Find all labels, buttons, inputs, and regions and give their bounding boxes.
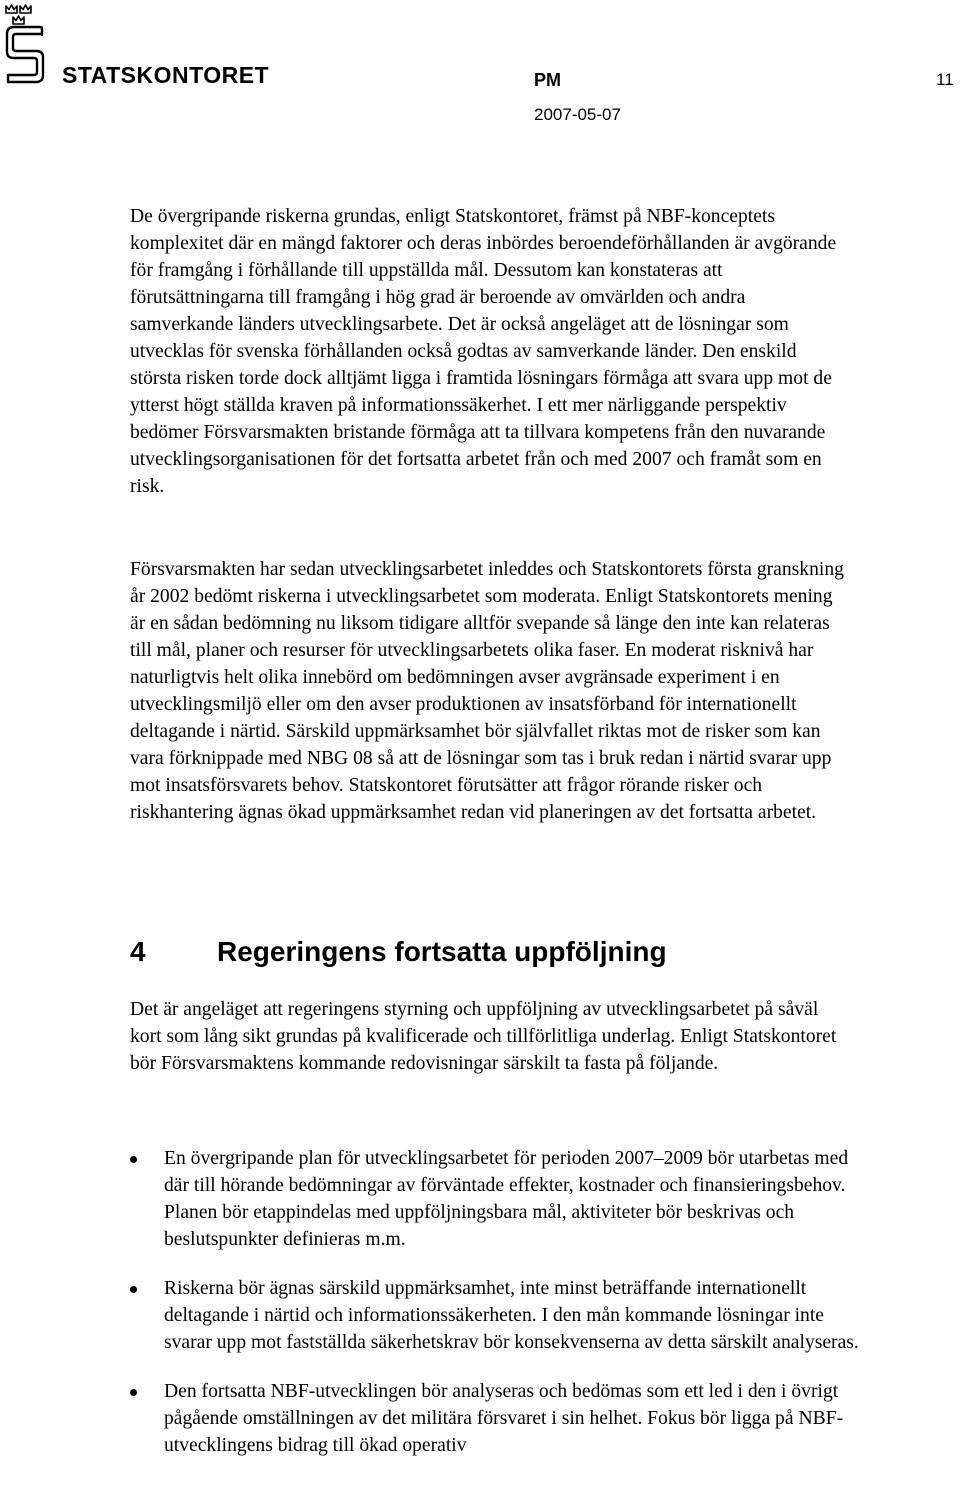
recommendation-list <box>130 1145 860 1481</box>
paragraph-risk-assessment: De övergripande riskerna grundas, enligt Statskontoret, främst på NBF-konceptets komplexitet där en mängd faktorer och deras inbördes beroendeförhållanden är avgörande för framgång i förhållande till uppställda mål. Dessutom kan konstateras att förutsättningarna till framgång i hög grad är beroende av omvärlden och andra samverkande länders utvecklingsarbete. Det är också angeläget att de lösningar som utvecklas för svenska förhållanden också godtas av samverkande länder. Den enskild största risken torde dock alltjämt ligga i framtida lösningars förmåga att svara upp mot de ytterst högt ställda kraven på informationssäkerhet. I ett mer närliggande perspektiv bedömer Försvarsmakten bristande förmåga att ta tillvara kompetens från den nuvarande utvecklingsorganisationen för det fortsatta arbetet från och med 2007 och framåt som en risk. <box>130 206 837 497</box>
section-title: Regeringens fortsatta uppföljning <box>217 936 667 967</box>
list-item <box>130 1275 860 1356</box>
document-type: PM <box>534 70 561 90</box>
bullet-icon <box>130 1286 137 1293</box>
list-item-text: Riskerna bör ägnas särskild uppmärksamhet, inte minst beträffande internationellt deltagande i närtid och informationssäkerheten. I den mån kommande lösningar inte svarar upp mot fastställda säkerhetskrav bör konsekvenserna av detta särskilt analyseras. <box>164 1278 859 1353</box>
page-number: 11 <box>936 70 954 89</box>
paragraph-government-followup: Det är angeläget att regeringens styrning och uppföljning av utvecklingsarbetet på såväl kort som lång sikt grundas på kvalificerade och tillförlitliga underlag. Enligt Statskontoret bör Försvarsmaktens kommande redovisningar särskilt ta fasta på följande. <box>130 999 837 1074</box>
bullet-icon <box>130 1389 137 1396</box>
list-item <box>130 1378 860 1459</box>
list-item <box>130 1145 860 1253</box>
bullet-icon <box>130 1156 137 1163</box>
document-date: 2007-05-07 <box>534 105 621 124</box>
paragraph-risk-level: Försvarsmakten har sedan utvecklingsarbetet inleddes och Statskontorets första granskning år 2002 bedömt riskerna i utvecklingsarbetet som moderata. Enligt Statskontorets mening är en sådan bedömning nu liksom tidigare alltför svepande så länge den inte kan relateras till mål, planer och resurser för utvecklingsarbetets olika faser. En moderat risknivå har naturligtvis helt olika innebörd om bedömningen avser avgränsade experiment i en utvecklingsmiljö eller om den avser produktionen av insatsförband för internationellt deltagande i närtid. Särskild uppmärksamhet bör självfallet riktas mot de risker som kan vara förknippade med NBG 08 så att de lösningar som tas i bruk redan i närtid svarar upp mot insatsförsvarets behov. Statskontoret förutsätter att frågor rörande risker och riskhantering ägnas ökad uppmärksamhet redan vid planeringen av det fortsatta arbetet. <box>130 559 844 823</box>
section-number: 4 <box>130 936 146 967</box>
list-item-text: Den fortsatta NBF-utvecklingen bör analyseras och bedömas som ett led i den i övrigt pågående omställningen av det militära försvaret i sin helhet. Fokus bör ligga på NBF-utvecklingens bidrag till ökad operativ <box>164 1381 844 1456</box>
three-crowns-s-emblem-icon <box>2 2 48 88</box>
section-heading <box>130 935 667 969</box>
logo-wordmark: STATSKONTORET <box>62 62 270 88</box>
list-item-text: En övergripande plan för utvecklingsarbetet för perioden 2007–2009 bör utarbetas med där till hörande bedömningar av förväntade effekter, kostnader och finansieringsbehov. Planen bör etappindelas med uppföljningsbara mål, aktiviteter bör beskrivas och beslutspunkter definieras m.m. <box>164 1148 849 1250</box>
